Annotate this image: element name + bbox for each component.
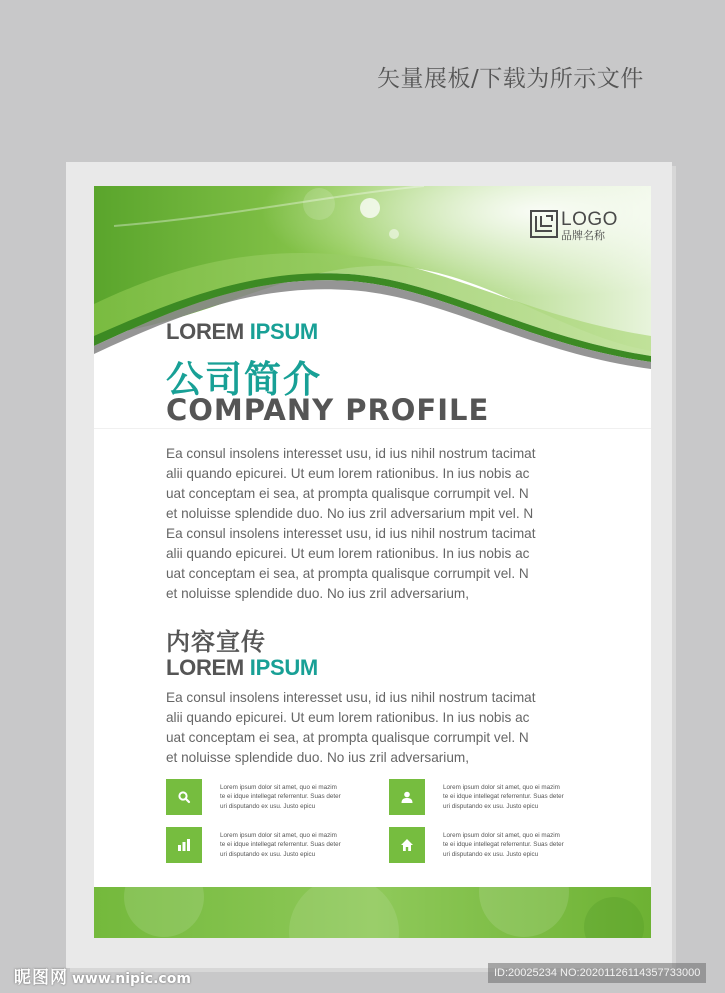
feature-text-line: uri disputando ex usu. Justo epicu xyxy=(443,802,539,810)
footer-green-band xyxy=(94,887,651,938)
feature-item-chart xyxy=(166,827,376,863)
subtitle-chinese: 内容宣传 xyxy=(166,628,266,656)
feature-text-line: Lorem ipsum dolor sit amet, quo ei mazim xyxy=(220,832,337,839)
feature-text-line: uri disputando ex usu. Justo epicu xyxy=(443,850,539,858)
search-icon xyxy=(166,779,202,815)
paragraph-line: Ea consul insolens interesset usu, id ius nihil nostrum tacimat xyxy=(166,526,536,541)
feature-text-line: te ei idque intellegat referrentur. Suas deter xyxy=(220,841,341,849)
user-icon xyxy=(389,779,425,815)
feature-text-line: te ei idque intellegat referrentur. Suas deter xyxy=(443,841,564,849)
paragraph-line: Ea consul insolens interesset usu, id ius nihil nostrum tacimat xyxy=(166,446,536,461)
logo xyxy=(530,210,618,241)
paragraph-line: Ea consul insolens interesset usu, id ius nihil nostrum tacimat xyxy=(166,690,536,705)
paragraph-line: et noluisse splendide duo. No ius zril adversarium mpit vel. N xyxy=(166,506,534,521)
top-caption: 矢量展板/下载为所示文件 xyxy=(377,66,644,92)
feature-item-user xyxy=(389,779,599,815)
title-chinese: 公司简介 xyxy=(166,358,322,401)
watermark-id: ID:20025234 NO:20201126114357733000 xyxy=(488,963,706,983)
paragraph-line: alii quando epicurei. Ut eum lorem rationibus. In ius nobis ac xyxy=(166,466,530,481)
watermark-site xyxy=(14,963,191,988)
divider xyxy=(94,428,651,429)
heading-part2: IPSUM xyxy=(249,655,318,680)
paragraph-1 xyxy=(166,444,586,604)
heading-part1: LOREM xyxy=(166,655,244,680)
home-icon xyxy=(389,827,425,863)
heading-part2: IPSUM xyxy=(249,319,318,344)
heading-part1: LOREM xyxy=(166,319,244,344)
feature-text-line: uri disputando ex usu. Justo epicu xyxy=(220,850,316,858)
feature-text-line: Lorem ipsum dolor sit amet, quo ei mazim xyxy=(220,784,337,791)
heading-lorem-ipsum-2 xyxy=(166,655,318,681)
paragraph-line: uat conceptam ei sea, at prompta qualisque corrumpit vel. N xyxy=(166,486,529,501)
feature-item-home xyxy=(389,827,599,863)
paragraph-line: uat conceptam ei sea, at prompta qualisque corrumpit vel. N xyxy=(166,730,529,745)
poster xyxy=(94,186,651,938)
feature-text-line: Lorem ipsum dolor sit amet, quo ei mazim xyxy=(443,784,560,791)
logo-word: LOGO xyxy=(561,209,618,230)
paragraph-line: alii quando epicurei. Ut eum lorem rationibus. In ius nobis ac xyxy=(166,710,530,725)
logo-mark-icon xyxy=(530,210,558,238)
bar-chart-icon xyxy=(166,827,202,863)
paragraph-line: uat conceptam ei sea, at prompta qualisque corrumpit vel. N xyxy=(166,566,529,581)
watermark-url: www.nipic.com xyxy=(72,971,191,987)
feature-text-line: Lorem ipsum dolor sit amet, quo ei mazim xyxy=(443,832,560,839)
feature-text-line: uri disputando ex usu. Justo epicu xyxy=(220,802,316,810)
watermark-site-cn: 昵图网 xyxy=(14,968,68,988)
feature-text-line: te ei idque intellegat referrentur. Suas deter xyxy=(443,793,564,801)
paragraph-line: et noluisse splendide duo. No ius zril adversarium, xyxy=(166,586,469,601)
paragraph-line: alii quando epicurei. Ut eum lorem rationibus. In ius nobis ac xyxy=(166,546,530,561)
feature-text-line: te ei idque intellegat referrentur. Suas deter xyxy=(220,793,341,801)
logo-brand-name: 品牌名称 xyxy=(561,229,605,242)
heading-lorem-ipsum xyxy=(166,319,318,345)
feature-item-search xyxy=(166,779,376,815)
paragraph-line: et noluisse splendide duo. No ius zril adversarium, xyxy=(166,750,469,765)
title-english: COMPANY PROFILE xyxy=(166,393,490,427)
paragraph-2 xyxy=(166,688,586,768)
